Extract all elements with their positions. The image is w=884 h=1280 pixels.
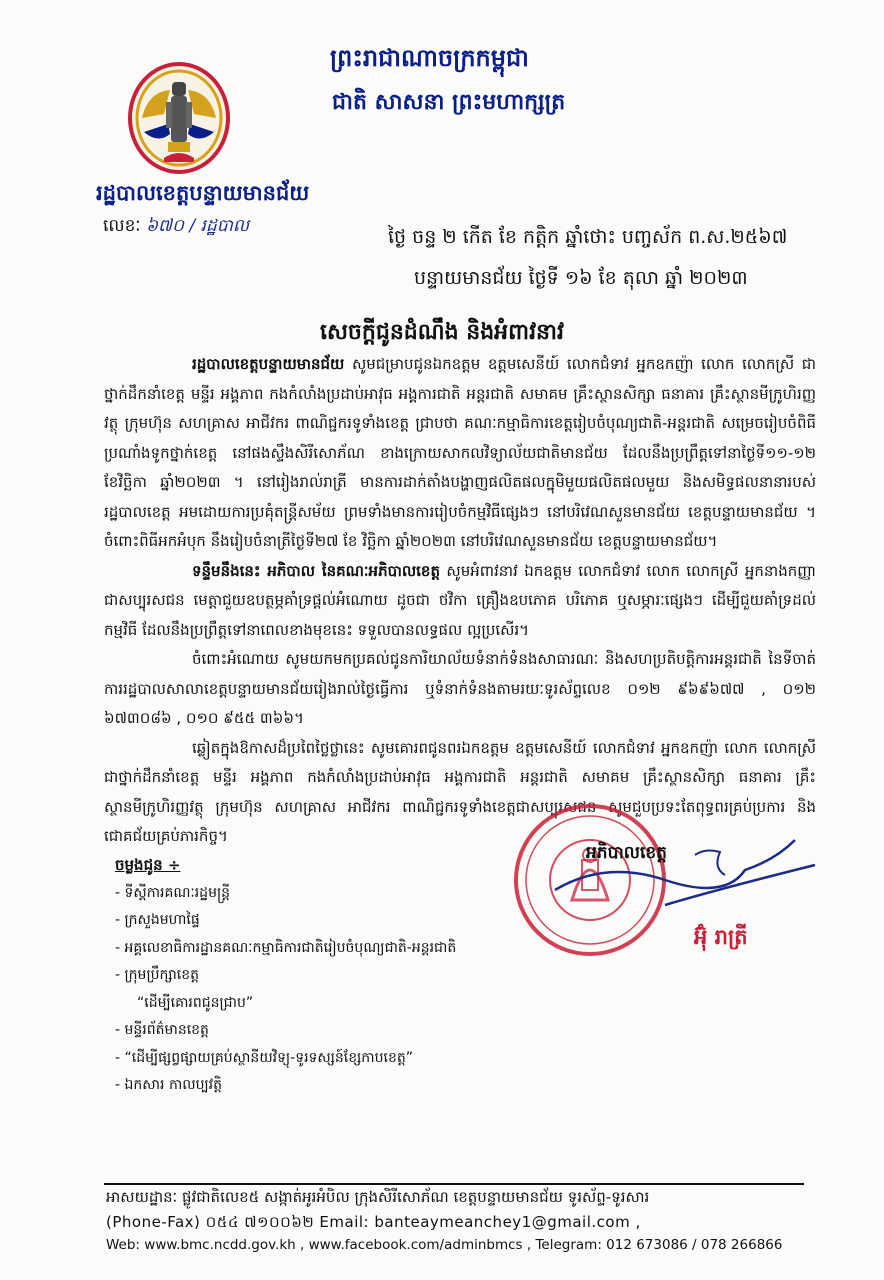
paragraph-3: ចំពោះអំណោយ សូមយកមកប្រគល់ជូនការិយាល័យទំនាក់ទំនងសាធារណៈ និងសហប្រតិបត្តិការអន្តរជាតិ នៃទីចាត់ការរដ្ឋបាលសាលាខេត្តបន្ទាយមានជ័យរៀងរាល់ថ្ងៃធ្វើការ ឬទំនាក់ទំនងតាមរយៈទូរស័ព្ទលេខ ០១២ ៩៦៩៦៧៧ , ០១២ ៦៧៣០៨៦ , ០១០ ៩៥៥ ៣៦៦។ [104,650,816,727]
paragraph-1 [104,350,816,557]
ref-label: លេខៈ [103,216,141,236]
footer-phone-email: (Phone-Fax) ០៥៤ ៧១០០៦២ Email: banteaymeanchey1@gmail.com , [106,1213,641,1231]
recipient-item: - “ដើម្បីផ្សព្វផ្សាយគ្រប់ស្ថានីយវិទ្យុ-ទូរទស្សន៍ខ្សែកាបខេត្ត” [115,1049,413,1066]
recipient-item: - ក្រសួងមហាផ្ទៃ [115,912,200,928]
recipient-item-note: “ដើម្បីគោរពជូនជ្រាប” [137,994,254,1011]
paragraph-1-text: សូមជម្រាបជូនឯកឧត្តម ឧត្តមសេនីយ៍ លោកជំទាវ អ្នកឧកញ៉ា លោក លោកស្រី ជាថ្នាក់ដឹកនាំខេត្ត មន្ទីរ អង្គភាព កងកំលាំងប្រដាប់អាវុធ អង្គការជាតិ អន្តរជាតិ សមាគម គ្រឹះស្ថានសិក្សា ធនាគារ គ្រឹះស្ថានមីក្រូហិរញ្ញវត្ថុ ក្រុមហ៊ុន សហគ្រាស អាជីវករ ពាណិជ្ជករទូទាំងខេត្ត ជ្រាបថា គណៈកម្មាធិការខេត្តរៀបចំបុណ្យជាតិ-អន្តរជាតិ សម្រេចរៀបចំពិធីប្រណាំងទូកថ្នាក់ខេត្ត នៅផងស្ទឹងសិរីសោភ័ណ ខាងក្រោយសាកលវិទ្យាល័យជាតិមានជ័យ ដែលនឹងប្រព្រឹត្តទៅនាថ្ងៃទី១១-១២ ខែវិច្ឆិកា ឆ្នាំ២០២៣ ។ នៅរៀងរាល់រាត្រី មានការដាក់តាំងបង្ហាញផលិតផលក្នុមិមួយផលិតផលមួយ និងសមិទ្ធផលនានារបស់រដ្ឋបាលខេត្ត អមដោយការប្រគុំតន្ត្រីសម័យ ព្រមទាំងមានការរៀបចំកម្មវិធីផ្សេងៗ នៅបរិវេណសួនមានជ័យ ខេត្តបន្ទាយមានជ័យ ។ ចំពោះពិធីអកអំបុក នឹងរៀបចំនាត្រីថ្ងៃទី២៧ ខែ វិច្ឆិកា ឆ្នាំ២០២៣ នៅបរិវេណសួនមានជ័យ ខេត្តបន្ទាយមានជ័យ។ [104,355,816,550]
paragraph-2 [104,557,816,646]
footer-address: អាសយដ្ឋានៈ ផ្លូវជាតិលេខ៥ សង្កាត់អូរអំបិល ក្រុងសិរីសោភ័ណ ខេត្តបន្ទាយមានជ័យ ទូរស័ព្ទ-ទូរសារ [106,1188,650,1206]
governor-signature [545,820,825,920]
ref-suffix: / រដ្ឋបាល [189,216,250,236]
lunar-date: ថ្ងៃ ចន្ទ ២ កើត ខែ កត្តិក ឆ្នាំថោះ បញ្ចស័ក ព.ស.២៥៦៧ [388,226,788,248]
reference-number [103,215,249,240]
recipients-label: ចម្លងជូន ÷ [115,856,181,874]
recipient-item: - មន្ទីរព័ត៌មានខេត្ត [115,1022,209,1038]
provincial-emblem-icon [128,62,230,174]
signatory-title: អភិបាលខេត្ត [586,843,667,863]
paragraph-2-text: សូមអំពាវនាវ ឯកឧត្តម លោកជំទាវ លោក លោកស្រី អ្នកនាងកញ្ញា ជាសប្បុរសជន មេត្តាជួយឧបត្ថម្ភគាំទ្រផ្តល់អំណោយ ដូចជា ថវិកា គ្រឿងឧបភោគ បរិភោគ ឬសម្ភារៈផ្សេងៗ ដើម្បីជួយគាំទ្រដល់កម្មវិធី ដែលនឹងប្រព្រឹត្តទៅនាពេលខាងមុខនេះ ទទួលបានលទ្ធផល ល្អប្រសើរ។ [104,561,816,639]
national-motto: ជាតិ សាសនា ព្រះមហាក្សត្រ [332,89,566,115]
footer-web: Web: www.bmc.ncdd.gov.kh , www.facebook.com/adminbmcs , Telegram: 012 673086 / 078 266866 [106,1237,783,1253]
recipients-list [115,852,456,1100]
paragraph-4: ឆ្លៀតក្នុងឱកាសដ៏ប្រពៃថ្លៃថ្លានេះ សូមគោរពជូនពរឯកឧត្តម ឧត្តមសេនីយ៍ លោកជំទាវ អ្នកឧកញ៉ា លោក លោកស្រី ជាថ្នាក់ដឹកនាំខេត្ត មន្ទីរ អង្គភាព កងកំលាំងប្រដាប់អាវុធ អង្គការជាតិ អន្តរជាតិ សមាគម គ្រឹះស្ថានសិក្សា ធនាគារ គ្រឹះស្ថានមីក្រូហិរញ្ញវត្ថុ ក្រុមហ៊ុន សហគ្រាស អាជីវករ ពាណិជ្ជករទូទាំងខេត្តជាសប្បុរសជន សូមជួបប្រទះតែពុទ្ធពរគ្រប់ប្រការ និងជោគជ័យគ្រប់ភារកិច្ច។ [104,738,816,845]
recipient-item: - ទីស្តីការគណៈរដ្ឋមន្ត្រី [115,884,231,901]
solar-date: បន្ទាយមានជ័យ ថ្ងៃទី ១៦ ខែ តុលា ឆ្នាំ ២០២៣ [414,267,748,289]
kingdom-title: ព្រះរាជាណាចក្រកម្ពុជា [330,43,529,72]
footer-divider [104,1183,804,1185]
recipient-item: - ក្រុមប្រឹក្សាខេត្ត [115,967,200,983]
recipient-item: - ឯកសារ កាលប្បវត្តិ [115,1077,222,1093]
signatory-name: អ៊ុំ រាត្រី [694,924,748,949]
recipient-item: - អគ្គលេខាធិការដ្ឋានគណៈកម្មាធិការជាតិរៀបចំបុណ្យជាតិ-អន្តរជាតិ [115,939,457,956]
document-body [104,350,816,852]
ref-number-value: ៦៧០ [145,216,184,236]
document-title: សេចក្តីជូនដំណឹង និងអំពាវនាវ [320,319,564,345]
issuing-office: រដ្ឋបាលខេត្តបន្ទាយមានជ័យ [96,180,310,205]
paragraph-2-lead: ទន្ទឹមនឹងនេះ អភិបាល នៃគណៈអភិបាលខេត្ត [192,561,440,580]
paragraph-1-lead: រដ្ឋបាលខេត្តបន្ទាយមានជ័យ [192,355,345,373]
